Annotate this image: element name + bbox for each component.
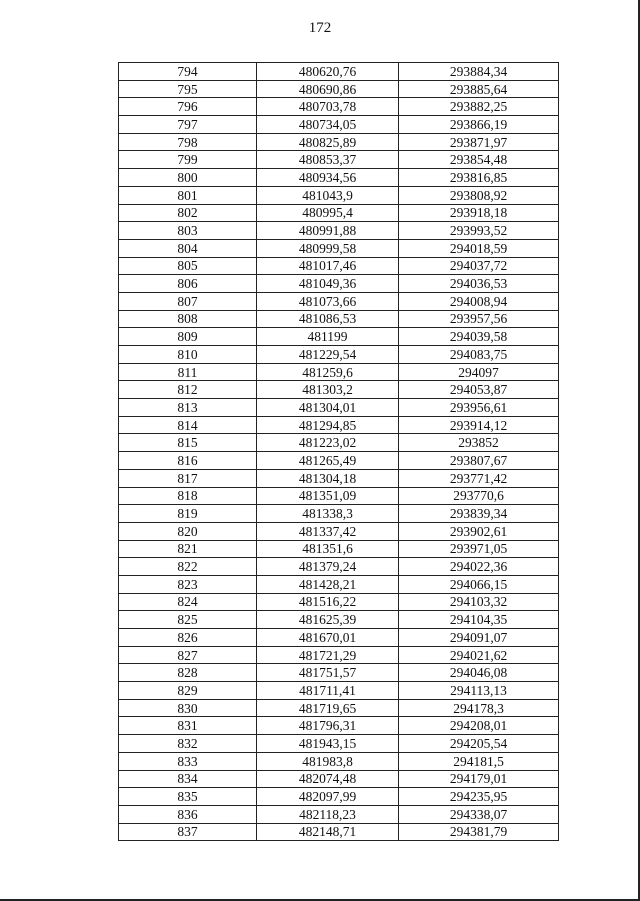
table-row [119,133,559,151]
x-coordinate-cell: 481516,22 [257,593,399,611]
table-row [119,611,559,629]
x-coordinate-cell: 481049,36 [257,275,399,293]
coordinates-table [118,62,559,841]
y-coordinate-cell: 293971,05 [399,540,559,558]
table-row [119,222,559,240]
y-coordinate-cell: 294381,79 [399,823,559,841]
x-coordinate-cell: 480991,88 [257,222,399,240]
table-row [119,204,559,222]
y-coordinate-cell: 294037,72 [399,257,559,275]
x-coordinate-cell: 481428,21 [257,575,399,593]
y-coordinate-cell: 294103,32 [399,593,559,611]
point-number-cell: 831 [119,717,257,735]
table-row [119,593,559,611]
x-coordinate-cell: 481223,02 [257,434,399,452]
x-coordinate-cell: 481943,15 [257,735,399,753]
y-coordinate-cell: 293852 [399,434,559,452]
table-row [119,116,559,134]
table-row [119,310,559,328]
point-number-cell: 815 [119,434,257,452]
point-number-cell: 803 [119,222,257,240]
y-coordinate-cell: 294021,62 [399,646,559,664]
y-coordinate-cell: 293771,42 [399,469,559,487]
point-number-cell: 801 [119,186,257,204]
y-coordinate-cell: 293918,18 [399,204,559,222]
y-coordinate-cell: 294338,07 [399,805,559,823]
table-row [119,346,559,364]
table-row [119,646,559,664]
table-row [119,575,559,593]
x-coordinate-cell: 481017,46 [257,257,399,275]
table-row [119,98,559,116]
table-row [119,452,559,470]
table-row [119,487,559,505]
point-number-cell: 796 [119,98,257,116]
y-coordinate-cell: 294046,08 [399,664,559,682]
x-coordinate-cell: 481304,01 [257,399,399,417]
x-coordinate-cell: 481086,53 [257,310,399,328]
y-coordinate-cell: 293808,92 [399,186,559,204]
point-number-cell: 808 [119,310,257,328]
table-row [119,275,559,293]
point-number-cell: 817 [119,469,257,487]
point-number-cell: 837 [119,823,257,841]
table-row [119,381,559,399]
point-number-cell: 820 [119,522,257,540]
table-row [119,558,559,576]
table-row [119,699,559,717]
table-row [119,752,559,770]
table-row [119,505,559,523]
x-coordinate-cell: 480620,76 [257,63,399,81]
y-coordinate-cell: 294205,54 [399,735,559,753]
table-row [119,788,559,806]
table-row [119,292,559,310]
x-coordinate-cell: 481073,66 [257,292,399,310]
point-number-cell: 832 [119,735,257,753]
x-coordinate-cell: 481338,3 [257,505,399,523]
y-coordinate-cell: 294018,59 [399,239,559,257]
point-number-cell: 795 [119,80,257,98]
point-number-cell: 835 [119,788,257,806]
table-row [119,823,559,841]
point-number-cell: 797 [119,116,257,134]
coordinates-table-body [119,63,559,841]
table-row [119,629,559,647]
point-number-cell: 812 [119,381,257,399]
point-number-cell: 804 [119,239,257,257]
table-row [119,363,559,381]
x-coordinate-cell: 481379,24 [257,558,399,576]
y-coordinate-cell: 294208,01 [399,717,559,735]
point-number-cell: 828 [119,664,257,682]
y-coordinate-cell: 293807,67 [399,452,559,470]
x-coordinate-cell: 481721,29 [257,646,399,664]
table-row [119,399,559,417]
point-number-cell: 821 [119,540,257,558]
point-number-cell: 823 [119,575,257,593]
table-row [119,770,559,788]
y-coordinate-cell: 293839,34 [399,505,559,523]
x-coordinate-cell: 481303,2 [257,381,399,399]
y-coordinate-cell: 294179,01 [399,770,559,788]
x-coordinate-cell: 482148,71 [257,823,399,841]
point-number-cell: 834 [119,770,257,788]
point-number-cell: 813 [119,399,257,417]
point-number-cell: 809 [119,328,257,346]
x-coordinate-cell: 481751,57 [257,664,399,682]
y-coordinate-cell: 294039,58 [399,328,559,346]
x-coordinate-cell: 481229,54 [257,346,399,364]
point-number-cell: 814 [119,416,257,434]
x-coordinate-cell: 481259,6 [257,363,399,381]
table-row [119,434,559,452]
point-number-cell: 819 [119,505,257,523]
y-coordinate-cell: 294091,07 [399,629,559,647]
table-row [119,717,559,735]
x-coordinate-cell: 480703,78 [257,98,399,116]
table-row [119,805,559,823]
x-coordinate-cell: 480934,56 [257,169,399,187]
table-row [119,664,559,682]
table-row [119,257,559,275]
x-coordinate-cell: 481719,65 [257,699,399,717]
point-number-cell: 824 [119,593,257,611]
point-number-cell: 829 [119,682,257,700]
x-coordinate-cell: 481351,6 [257,540,399,558]
point-number-cell: 810 [119,346,257,364]
table-row [119,540,559,558]
point-number-cell: 798 [119,133,257,151]
y-coordinate-cell: 293884,34 [399,63,559,81]
x-coordinate-cell: 482097,99 [257,788,399,806]
y-coordinate-cell: 294008,94 [399,292,559,310]
point-number-cell: 825 [119,611,257,629]
x-coordinate-cell: 481265,49 [257,452,399,470]
y-coordinate-cell: 294097 [399,363,559,381]
point-number-cell: 807 [119,292,257,310]
table-row [119,239,559,257]
y-coordinate-cell: 294181,5 [399,752,559,770]
point-number-cell: 802 [119,204,257,222]
table-row [119,469,559,487]
table-row [119,169,559,187]
y-coordinate-cell: 293882,25 [399,98,559,116]
y-coordinate-cell: 293816,85 [399,169,559,187]
x-coordinate-cell: 481199 [257,328,399,346]
table-row [119,63,559,81]
table-row [119,522,559,540]
x-coordinate-cell: 481711,41 [257,682,399,700]
point-number-cell: 818 [119,487,257,505]
point-number-cell: 830 [119,699,257,717]
x-coordinate-cell: 480825,89 [257,133,399,151]
point-number-cell: 811 [119,363,257,381]
y-coordinate-cell: 294066,15 [399,575,559,593]
page-number: 172 [308,20,332,36]
point-number-cell: 827 [119,646,257,664]
y-coordinate-cell: 293885,64 [399,80,559,98]
x-coordinate-cell: 481304,18 [257,469,399,487]
y-coordinate-cell: 294235,95 [399,788,559,806]
table-row [119,682,559,700]
x-coordinate-cell: 481337,42 [257,522,399,540]
y-coordinate-cell: 294036,53 [399,275,559,293]
x-coordinate-cell: 481351,09 [257,487,399,505]
x-coordinate-cell: 481043,9 [257,186,399,204]
y-coordinate-cell: 293902,61 [399,522,559,540]
y-coordinate-cell: 293914,12 [399,416,559,434]
y-coordinate-cell: 294178,3 [399,699,559,717]
y-coordinate-cell: 294113,13 [399,682,559,700]
point-number-cell: 800 [119,169,257,187]
y-coordinate-cell: 294022,36 [399,558,559,576]
point-number-cell: 833 [119,752,257,770]
x-coordinate-cell: 481796,31 [257,717,399,735]
x-coordinate-cell: 480853,37 [257,151,399,169]
y-coordinate-cell: 293993,52 [399,222,559,240]
point-number-cell: 822 [119,558,257,576]
y-coordinate-cell: 294104,35 [399,611,559,629]
point-number-cell: 826 [119,629,257,647]
table-row [119,416,559,434]
point-number-cell: 805 [119,257,257,275]
table-row [119,328,559,346]
y-coordinate-cell: 293854,48 [399,151,559,169]
table-row [119,735,559,753]
x-coordinate-cell: 481670,01 [257,629,399,647]
point-number-cell: 806 [119,275,257,293]
y-coordinate-cell: 293956,61 [399,399,559,417]
x-coordinate-cell: 480999,58 [257,239,399,257]
table-row [119,151,559,169]
y-coordinate-cell: 293957,56 [399,310,559,328]
y-coordinate-cell: 293871,97 [399,133,559,151]
y-coordinate-cell: 293770,6 [399,487,559,505]
y-coordinate-cell: 294053,87 [399,381,559,399]
x-coordinate-cell: 481294,85 [257,416,399,434]
x-coordinate-cell: 481983,8 [257,752,399,770]
point-number-cell: 794 [119,63,257,81]
table-row [119,80,559,98]
point-number-cell: 799 [119,151,257,169]
y-coordinate-cell: 294083,75 [399,346,559,364]
y-coordinate-cell: 293866,19 [399,116,559,134]
point-number-cell: 816 [119,452,257,470]
point-number-cell: 836 [119,805,257,823]
x-coordinate-cell: 480995,4 [257,204,399,222]
x-coordinate-cell: 481625,39 [257,611,399,629]
x-coordinate-cell: 480690,86 [257,80,399,98]
x-coordinate-cell: 482074,48 [257,770,399,788]
table-row [119,186,559,204]
x-coordinate-cell: 482118,23 [257,805,399,823]
x-coordinate-cell: 480734,05 [257,116,399,134]
